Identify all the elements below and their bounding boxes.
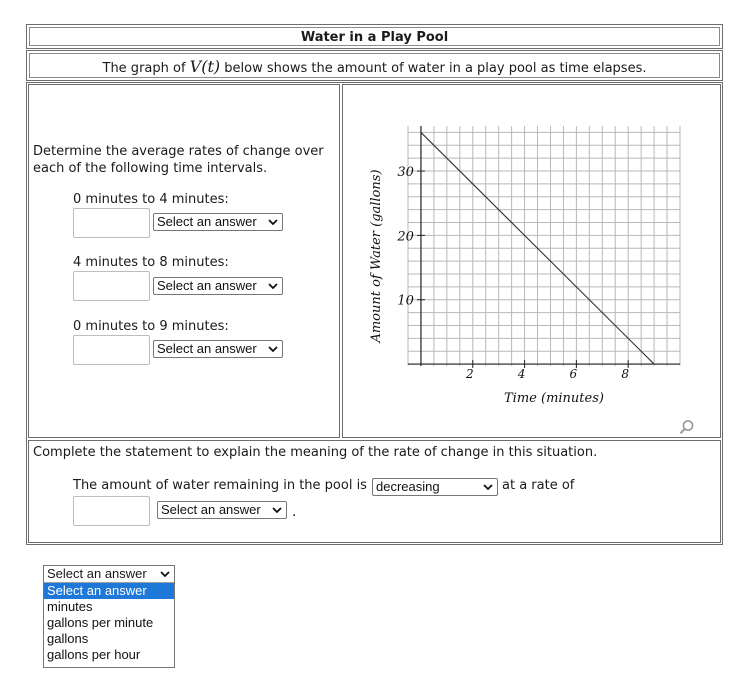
statement-period: . <box>292 504 297 520</box>
dropdown-option[interactable]: Select an answer <box>44 583 174 599</box>
chevron-down-icon <box>268 342 278 356</box>
unit-select-3-value: Select an answer <box>157 341 257 356</box>
intro-box <box>26 50 723 81</box>
questions-prompt: Determine the average rates of change over each of the following time intervals. <box>33 144 324 176</box>
open-unit-dropdown[interactable] <box>43 565 175 668</box>
dropdown-current[interactable] <box>44 566 174 583</box>
magnifier-icon[interactable] <box>679 419 695 435</box>
x-tick-label: 2 <box>465 367 474 382</box>
dropdown-option[interactable]: minutes <box>47 599 93 614</box>
unit-select-1[interactable] <box>153 213 283 231</box>
direction-select-value: decreasing <box>376 479 440 494</box>
chevron-down-icon <box>268 279 278 293</box>
statement-unit-select[interactable] <box>157 501 287 519</box>
rate-input-3[interactable] <box>73 335 150 365</box>
statement-sentence-mid: at a rate of <box>502 478 575 493</box>
page-title: Water in a Play Pool <box>29 27 720 46</box>
rate-input-statement[interactable] <box>73 496 150 526</box>
function-name: V(t) <box>189 57 221 76</box>
chevron-down-icon <box>483 480 493 494</box>
statement-unit-select-value: Select an answer <box>161 502 261 517</box>
intro-text <box>29 53 720 78</box>
dropdown-option[interactable]: gallons <box>47 631 89 646</box>
y-tick-label: 20 <box>397 229 414 245</box>
y-axis-label: Amount of Water (gallons) <box>369 169 384 343</box>
chevron-down-icon <box>268 215 278 229</box>
x-tick-label: 6 <box>569 367 578 382</box>
x-tick-label: 8 <box>621 367 630 382</box>
intro-after: below shows the amount of water in a play pool as time elapses. <box>224 61 647 76</box>
statement-sentence-start: The amount of water remaining in the pool is <box>73 478 367 493</box>
y-tick-label: 30 <box>397 165 414 181</box>
rate-input-2[interactable] <box>73 271 150 301</box>
water-volume-chart <box>344 86 719 416</box>
interval-label-1: 0 minutes to 4 minutes: <box>73 192 229 207</box>
dropdown-current-value: Select an answer <box>47 566 147 581</box>
chevron-down-icon <box>272 503 282 517</box>
unit-select-2[interactable] <box>153 277 283 295</box>
unit-select-1-value: Select an answer <box>157 214 257 229</box>
statement-prompt: Complete the statement to explain the meaning of the rate of change in this situation. <box>33 445 598 460</box>
unit-select-2-value: Select an answer <box>157 278 257 293</box>
interval-label-2: 4 minutes to 8 minutes: <box>73 255 229 270</box>
x-tick-label: 4 <box>517 367 526 382</box>
y-tick-label: 10 <box>397 293 414 309</box>
unit-select-3[interactable] <box>153 340 283 358</box>
x-axis-label: Time (minutes) <box>504 391 604 406</box>
dropdown-option[interactable]: gallons per minute <box>47 615 154 630</box>
direction-select[interactable] <box>372 478 498 496</box>
interval-label-3: 0 minutes to 9 minutes: <box>73 319 229 334</box>
rate-input-1[interactable] <box>73 208 150 238</box>
dropdown-option[interactable]: gallons per hour <box>47 647 141 662</box>
intro-before: The graph of <box>102 61 186 76</box>
title-box <box>26 24 723 49</box>
chevron-down-icon <box>160 567 170 581</box>
